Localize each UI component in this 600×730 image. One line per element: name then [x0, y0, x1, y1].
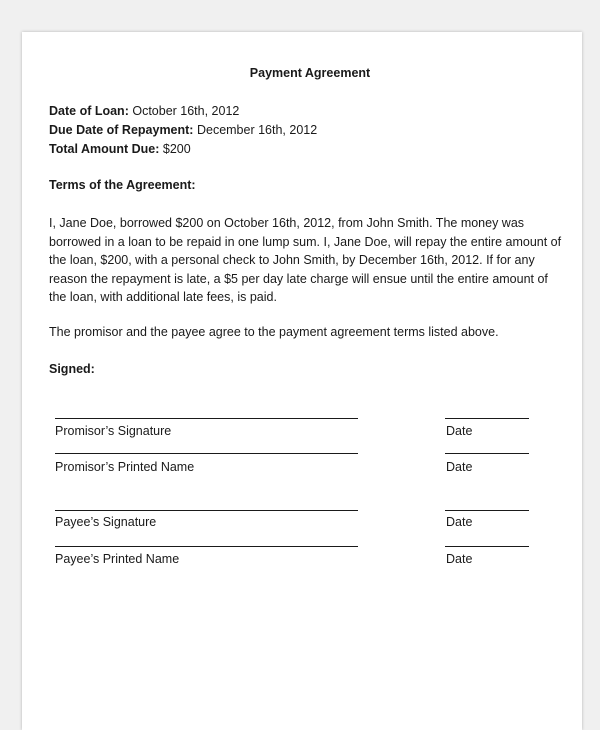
date-of-loan-field [49, 104, 239, 118]
payee-signature-label: Payee’s Signature [55, 515, 157, 529]
promisor-name-label: Promisor’s Printed Name [55, 460, 195, 474]
total-amount-label: Total Amount Due: [49, 142, 160, 156]
promisor-name-line [55, 453, 358, 454]
terms-body: I, Jane Doe, borrowed $200 on October 16th, 2012, from John Smith. The money was borrowed in a loan to be repaid in one lump sum. I, Jane Doe, will repay the entire amount of the loan, $200, with a personal check to John Smith, by December 16th, 2012. If for any reason the repayment is late, a $5 per day late charge will ensue until the entire amount of the loan, with additional late fees, is paid. [49, 216, 562, 305]
promisor-signature-line [55, 418, 358, 419]
payee-name-label: Payee’s Printed Name [55, 552, 180, 566]
date-of-loan-label: Date of Loan: [49, 104, 129, 118]
payee-name-date-line [445, 546, 529, 547]
payee-signature-date-line [445, 510, 529, 511]
promisor-signature-date-label: Date [446, 424, 473, 438]
promisor-name-date-label: Date [446, 460, 473, 474]
payee-signature-date-label: Date [446, 515, 473, 529]
document-title: Payment Agreement [249, 66, 371, 80]
total-amount-value: $200 [162, 142, 191, 156]
due-date-field [49, 123, 317, 137]
promisor-signature-label: Promisor’s Signature [55, 424, 172, 438]
terms-heading: Terms of the Agreement: [49, 178, 196, 192]
due-date-label: Due Date of Repayment: [49, 123, 194, 137]
payee-signature-line [55, 510, 358, 511]
total-amount-field [49, 142, 191, 156]
payee-name-date-label: Date [446, 552, 473, 566]
payee-name-line [55, 546, 358, 547]
promisor-name-date-line [445, 453, 529, 454]
due-date-value: December 16th, 2012 [196, 123, 318, 137]
date-of-loan-value: October 16th, 2012 [132, 104, 240, 118]
signed-heading: Signed: [49, 362, 95, 376]
promisor-signature-date-line [445, 418, 529, 419]
agreement-statement: The promisor and the payee agree to the payment agreement terms listed above. [49, 325, 499, 339]
